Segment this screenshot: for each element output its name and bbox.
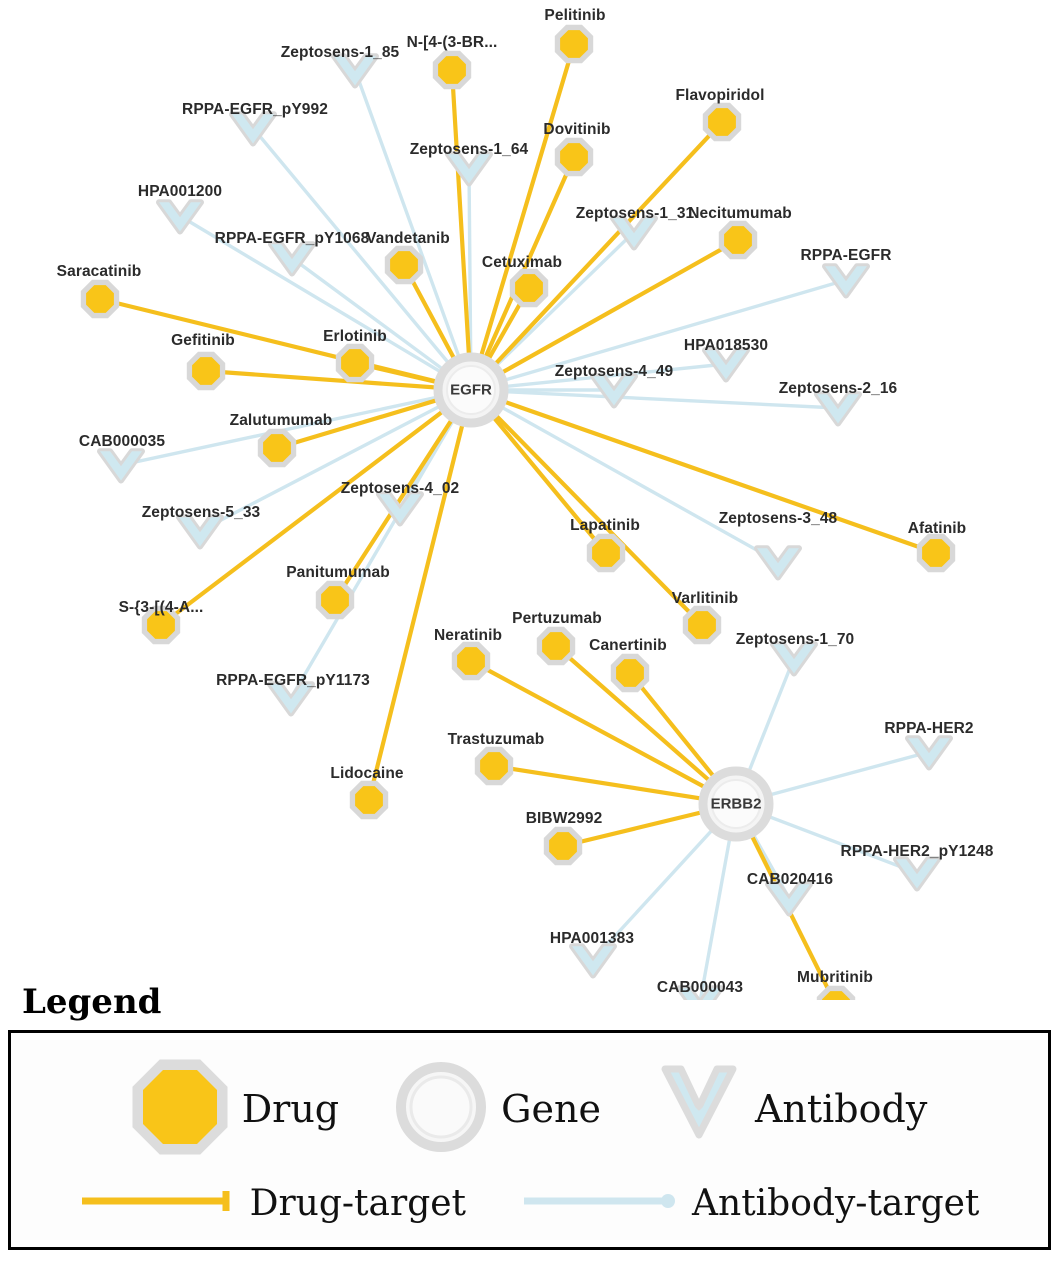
antibody-node-label: Zeptosens-1_85 xyxy=(280,44,400,61)
drug-node-label: Gefitinib xyxy=(171,332,235,349)
gene-icon xyxy=(395,1061,487,1158)
drug-node-label: Pelitinib xyxy=(544,7,606,24)
drug-node[interactable] xyxy=(353,784,384,815)
drug-node[interactable] xyxy=(388,249,419,280)
drug-node[interactable] xyxy=(547,830,578,861)
antibody-node-label: RPPA-HER2_pY1248 xyxy=(840,843,994,860)
antibody-node-label: Zeptosens-4_02 xyxy=(340,480,460,497)
drug-node[interactable] xyxy=(436,54,467,85)
antibody-target-edge-icon xyxy=(522,1188,682,1219)
drug-node[interactable] xyxy=(319,584,350,615)
antibody-node-label: HPA001383 xyxy=(549,930,635,947)
drug-node[interactable] xyxy=(722,224,753,255)
antibody-node-label: CAB000035 xyxy=(78,433,166,450)
antibody-node[interactable] xyxy=(825,266,867,295)
legend-item-drug xyxy=(132,1059,339,1160)
drug-node-label: Varlitinib xyxy=(671,590,739,607)
drug-node[interactable] xyxy=(339,347,370,378)
antibody-node-label: RPPA-EGFR_pY1173 xyxy=(216,672,370,689)
antibody-node-label: Zeptosens-1_64 xyxy=(409,141,529,158)
antibody-node-label: CAB000043 xyxy=(656,979,744,996)
antibody-node[interactable] xyxy=(908,738,950,767)
antibody-node-label: Zeptosens-1_31 xyxy=(575,205,695,222)
antibody-node-label: Zeptosens-5_33 xyxy=(141,504,261,521)
drug-icon xyxy=(132,1059,228,1160)
drug-node[interactable] xyxy=(686,609,717,640)
drug-target-edge xyxy=(452,70,469,364)
legend-label-antibody-target: Antibody-target xyxy=(692,1182,980,1224)
antibody-icon xyxy=(657,1059,741,1160)
antibody-node[interactable] xyxy=(572,946,614,975)
legend-item-antibody xyxy=(657,1059,927,1160)
drug-node-label: Zalutumumab xyxy=(229,412,333,429)
drug-node[interactable] xyxy=(706,106,737,137)
antibody-node-label: Zeptosens-1_70 xyxy=(735,631,855,648)
legend-title: Legend xyxy=(22,982,162,1022)
drug-node[interactable] xyxy=(478,750,509,781)
legend-label-drug-target: Drug-target xyxy=(249,1182,467,1224)
antibody-node-label: RPPA-EGFR_pY992 xyxy=(182,101,328,118)
gene-node-label: EGFR xyxy=(450,381,492,399)
antibody-node-label: RPPA-EGFR xyxy=(800,247,892,264)
drug-target-edge xyxy=(489,122,722,371)
drug-node-label: Flavopiridol xyxy=(675,87,765,104)
drug-node[interactable] xyxy=(540,630,571,661)
drug-node-label: Cetuximab xyxy=(481,254,563,271)
antibody-node[interactable] xyxy=(159,202,201,231)
drug-node[interactable] xyxy=(513,272,544,303)
antibody-node-label: HPA018530 xyxy=(683,337,769,354)
drug-node[interactable] xyxy=(920,537,951,568)
antibody-node[interactable] xyxy=(757,548,799,577)
drug-node-label: Afatinib xyxy=(907,520,967,537)
legend-label-drug: Drug xyxy=(241,1087,340,1131)
drug-node[interactable] xyxy=(261,432,292,463)
antibody-target-edge xyxy=(761,752,929,797)
drug-node-label: Trastuzumab xyxy=(447,731,545,748)
antibody-node[interactable] xyxy=(896,859,938,888)
drug-node[interactable] xyxy=(614,657,645,688)
drug-node-label: Dovitinib xyxy=(543,121,611,138)
drug-node-label: Neratinib xyxy=(433,627,503,644)
gene-node-label: ERBB2 xyxy=(710,795,762,813)
legend-item-drug-target xyxy=(80,1183,466,1224)
drug-target-edge-icon xyxy=(80,1188,240,1219)
legend-label-gene: Gene xyxy=(501,1087,601,1131)
drug-target-edge xyxy=(630,673,720,784)
drug-node-label: BIBW2992 xyxy=(525,810,603,827)
antibody-node-label: Zeptosens-2_16 xyxy=(778,380,898,397)
drug-node[interactable] xyxy=(590,537,621,568)
antibody-node-label: CAB020416 xyxy=(746,871,834,888)
drug-node-label: Canertinib xyxy=(589,637,667,654)
antibody-node[interactable] xyxy=(100,451,142,480)
drug-node-label: Erlotinib xyxy=(323,328,387,345)
antibody-target-edge xyxy=(700,830,731,1000)
drug-node-label: S-{3-[(4-A... xyxy=(118,599,204,616)
drug-node-label: N-[4-(3-BR... xyxy=(406,34,498,51)
drug-node[interactable] xyxy=(558,28,589,59)
drug-node-label: Necitumumab xyxy=(688,205,792,222)
drug-target-edge xyxy=(478,44,574,365)
drug-node-label: Saracatinib xyxy=(56,263,142,280)
drug-node-label: Panitumumab xyxy=(286,564,390,581)
antibody-node-label: HPA001200 xyxy=(137,183,223,200)
antibody-node-label: Zeptosens-3_48 xyxy=(718,510,838,527)
drug-node[interactable] xyxy=(190,355,221,386)
drug-node-label: Lapatinib xyxy=(570,517,640,534)
legend-item-gene xyxy=(395,1061,601,1158)
legend-item-antibody-target xyxy=(522,1183,979,1224)
antibody-node-label: RPPA-EGFR_pY1068 xyxy=(214,230,370,247)
drug-node-label: Vandetanib xyxy=(366,230,450,247)
legend-label-antibody: Antibody xyxy=(754,1087,928,1131)
legend-box xyxy=(8,1030,1051,1250)
drug-node-label: Pertuzumab xyxy=(512,610,602,627)
drug-node[interactable] xyxy=(558,141,589,172)
antibody-node-label: RPPA-HER2 xyxy=(884,720,974,737)
antibody-node-label: Zeptosens-4_49 xyxy=(554,363,674,380)
drug-target-edge xyxy=(496,399,936,553)
antibody-target-edge xyxy=(355,70,462,366)
antibody-target-edge xyxy=(746,658,794,780)
legend xyxy=(0,982,1059,1250)
drug-node-label: Lidocaine xyxy=(330,765,404,782)
drug-node[interactable] xyxy=(455,645,486,676)
drug-node-label: Mubritinib xyxy=(797,969,873,986)
antibody-target-edge xyxy=(291,412,458,698)
drug-node[interactable] xyxy=(84,283,115,314)
